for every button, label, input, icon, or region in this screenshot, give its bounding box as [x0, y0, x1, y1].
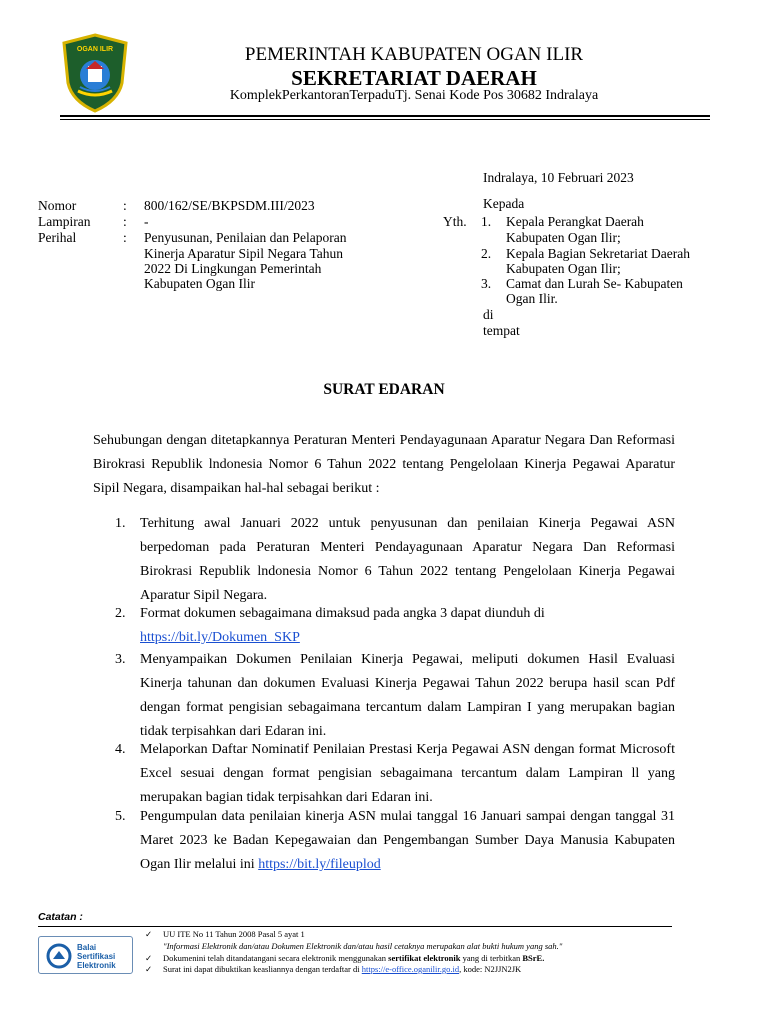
perihal-line: 2022 Di Lingkungan Pemerintah [144, 261, 322, 276]
lampiran-value: - [144, 214, 149, 229]
emblem-text: OGAN ILIR [76, 46, 114, 53]
recipient-line: Camat dan Lurah Se- Kabupaten [506, 276, 683, 291]
footnote-text: , kode: N2JJN2JK [459, 964, 522, 974]
footnote-text: Surat ini dapat dibuktikan keasliannya dengan terdaftar di [163, 964, 362, 974]
recipient-line: Kabupaten Ogan Ilir; [506, 230, 621, 245]
point-number: 2. [115, 606, 126, 621]
recipient-line: Kepala Perangkat Daerah [506, 214, 644, 229]
letterhead-office: SEKRETARIAT DAERAH [291, 66, 537, 90]
di-label: di [483, 307, 494, 322]
perihal-colon: : [123, 230, 127, 245]
recipient-number: 1. [481, 214, 492, 229]
check-icon: ✓ [145, 929, 153, 939]
footer-rule [38, 926, 672, 927]
letterhead-address: KomplekPerkantoranTerpaduTj. Senai Kode Pos 30682 Indralaya [229, 88, 599, 103]
lampiran-label: Lampiran [38, 214, 91, 229]
nomor-value: 800/162/SE/BKPSDM.III/2023 [144, 198, 315, 213]
file-upload-link[interactable]: https://bit.ly/fileuplod [258, 857, 381, 872]
footnote-verify [145, 964, 521, 975]
letterhead-government: PEMERINTAH KABUPATEN OGAN ILIR [244, 44, 584, 65]
point-number: 4. [115, 742, 126, 757]
nomor-label: Nomor [38, 198, 77, 213]
point-number: 1. [115, 516, 126, 531]
point-text: Melaporkan Daftar Nominatif Penilaian Prestasi Kerja Pegawai ASN dengan format Microsoft Excel sesuai dengan format pengisian sebagaimana tercantum dalam Lampiran ll yang merupakan bagian tidak terpisahkan dari Edaran ini. [140, 742, 675, 805]
bsre-badge [38, 936, 133, 974]
lampiran-colon: : [123, 214, 127, 229]
footnote-ite [145, 929, 305, 940]
tempat-label: tempat [483, 323, 520, 338]
point-text: Menyampaikan Dokumen Penilaian Kinerja Pegawai, meliputi dokumen Hasil Evaluasi Kinerja tahunan dan dokumen Evaluasi Kinerja Pegawai Tahun 2022 berupa hasil scan Pdf dengan format pengisian sebagaimana tercantum dalam Lampiran I yang merupakan bagian tidak terpisahkan dari Edaran ini. [140, 652, 675, 739]
footnote-text: Dokumenini telah ditandatangani secara elektronik menggunakan [163, 953, 389, 963]
point-item [140, 602, 675, 650]
perihal-line: Kabupaten Ogan Ilir [144, 276, 255, 291]
eoffice-link[interactable]: https://e-office.oganilir.go.id [361, 964, 460, 974]
nomor-colon: : [123, 198, 127, 213]
footnote-bold: sertifikat elektronik [388, 953, 461, 963]
yth-label: Yth. [443, 214, 467, 229]
letterhead-rule [60, 115, 710, 117]
perihal-label: Perihal [38, 230, 77, 245]
catatan-label: Catatan : [38, 911, 83, 923]
perihal-line: Penyusunan, Penilaian dan Pelaporan [144, 230, 347, 245]
point-text: Pengumpulan data penilaian kinerja ASN mulai tanggal 16 Januari sampai dengan tanggal 31 Maret 2023 ke Badan Kepegawaian dan Pengembangan Sumber Daya Manusia Kabupaten Ogan Ilir melalui ini [140, 809, 675, 872]
bsre-logo-icon [45, 943, 73, 969]
recipient-line: Kepala Bagian Sekretariat Daerah [506, 246, 691, 261]
badge-line: Sertifikasi [77, 952, 116, 961]
recipient-number: 3. [481, 276, 492, 291]
badge-line: Balai [77, 943, 97, 952]
footnote-bold: BSrE. [522, 953, 545, 963]
point-text: Format dokumen sebagaimana dimaksud pada angka 3 dapat diunduh di [140, 606, 545, 621]
footnote-quote [163, 941, 562, 952]
point-number: 3. [115, 652, 126, 667]
footnote-signature [145, 953, 544, 964]
footnote-text: yang di terbitkan [460, 953, 523, 963]
point-text: Terhitung awal Januari 2022 untuk penyusunan dan penilaian Kinerja Pegawai ASN berpedoman pada Peraturan Menteri Pendayagunaan Aparatur Negara Dan Reformasi Birokrasi Republik lndonesia Nomor 6 Tahun 2022 tentang Pengelolaan Kinerja Pegawai Aparatur Sipil Negara. [140, 516, 675, 603]
kepada-label: Kepada [483, 196, 525, 211]
perihal-line: Kinerja Aparatur Sipil Negara Tahun [144, 246, 343, 261]
letterhead-rule-thin [60, 119, 710, 120]
footnote-text: UU ITE No 11 Tahun 2008 Pasal 5 ayat 1 [163, 929, 305, 939]
check-icon: ✓ [145, 953, 153, 963]
recipient-line: Ogan Ilir. [506, 291, 558, 306]
recipient-number: 2. [481, 246, 492, 261]
badge-line: Elektronik [77, 961, 116, 970]
recipient-line: Kabupaten Ogan Ilir; [506, 261, 621, 276]
bsre-badge-text [77, 943, 116, 970]
footnote-text: "Informasi Elektronik dan/atau Dokumen Elektronik dan/atau hasil cetaknya merupakan alat bukti hukum yang sah." [163, 941, 563, 951]
intro-paragraph: Sehubungan dengan ditetapkannya Peraturan Menteri Pendayagunaan Aparatur Negara Dan Reformasi Birokrasi Republik lndonesia Nomor 6 Tahun 2022 tentang Pengelolaan Kinerja Pegawai Aparatur Sipil Negara, disampaikan hal-hal sebagai berikut : [93, 433, 675, 496]
document-title: SURAT EDARAN [323, 381, 445, 398]
letter-date: Indralaya, 10 Februari 2023 [483, 170, 634, 185]
point-number: 5. [115, 809, 126, 824]
skp-document-link[interactable]: https://bit.ly/Dokumen_SKP [140, 630, 300, 645]
check-icon: ✓ [145, 964, 153, 974]
point-item [140, 805, 675, 877]
